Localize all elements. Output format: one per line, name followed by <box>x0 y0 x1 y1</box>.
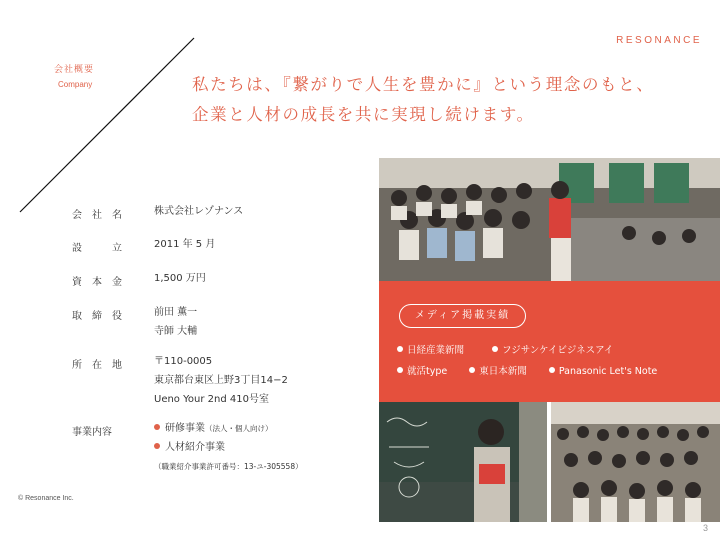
info-value: 1,500 万円 <box>154 273 206 284</box>
bullet-icon <box>549 367 555 373</box>
info-label: 事業内容 <box>72 427 112 438</box>
mission-statement <box>192 70 654 130</box>
page-number: 3 <box>702 523 708 533</box>
bullet-icon <box>154 443 160 449</box>
seminar-group-photo <box>379 158 720 281</box>
info-value <box>154 352 288 409</box>
postal-code: 〒110-0005 <box>154 356 213 367</box>
info-label: 資 本 金 <box>72 277 122 288</box>
info-label: 取 締 役 <box>72 311 122 322</box>
bullet-icon <box>397 367 403 373</box>
copyright: © Resonance Inc. <box>18 495 74 502</box>
media-coverage-box <box>379 281 720 402</box>
bullet-icon <box>154 424 160 430</box>
lecturer-photo <box>379 402 547 522</box>
mission-line-2: 企業と人材の成長を共に実現し続けます。 <box>192 105 535 124</box>
media-heading: メディア掲載実績 <box>399 304 526 328</box>
info-label: 所 在 地 <box>72 360 122 371</box>
info-value: 2011 年 5 月 <box>154 239 216 250</box>
bullet-icon <box>469 367 475 373</box>
info-value: 株式会社レゾナンス <box>154 206 244 217</box>
large-group-photo <box>551 402 720 522</box>
address-line-2: Ueno Your 2nd 410号室 <box>154 394 269 405</box>
section-title: 会社概要 <box>54 65 95 75</box>
address-line-1: 東京都台東区上野3丁目14−2 <box>154 375 288 386</box>
info-value <box>154 419 303 476</box>
business-recruiting: 人材紹介事業 <box>154 438 303 457</box>
brand-logo: RESONANCE <box>616 35 702 46</box>
business-training: 研修事業（法人・個人向け） <box>154 419 303 438</box>
bullet-icon <box>492 346 498 352</box>
info-label: 設 立 <box>72 243 122 254</box>
license-number: （職業紹介事業許可番号：13-ユ-305558） <box>154 462 303 471</box>
bullet-icon <box>397 346 403 352</box>
mission-line-1: 私たちは、『繋がりで人生を豊かに』という理念のもと、 <box>192 75 655 94</box>
media-row-1: 日経産業新聞 フジサンケイビジネスアイ <box>397 342 613 356</box>
info-value <box>154 303 197 341</box>
director-2: 寺師 大輔 <box>154 326 198 337</box>
director-1: 前田 薫一 <box>154 307 198 318</box>
section-subtitle: Company <box>58 80 93 89</box>
media-row-2: 就活type 東日本新聞 Panasonic Let's Note <box>397 363 657 377</box>
info-label: 会 社 名 <box>72 210 122 221</box>
